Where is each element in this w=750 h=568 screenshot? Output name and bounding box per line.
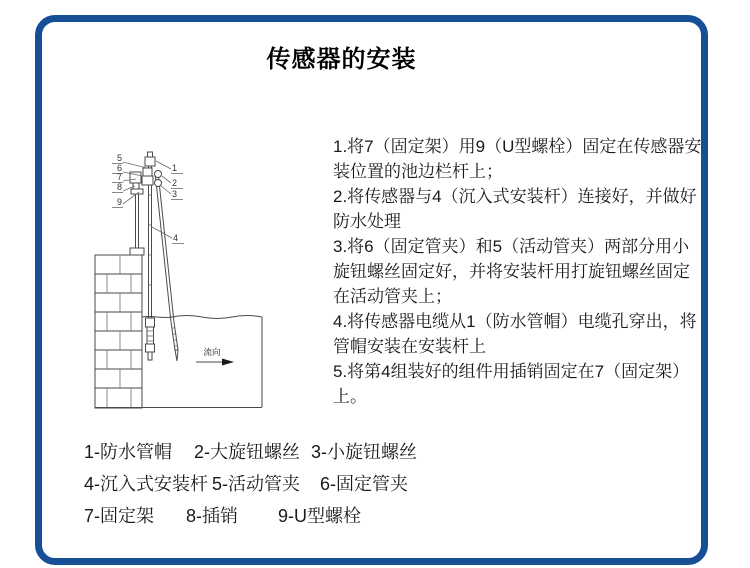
parts-legend (84, 441, 417, 537)
sensor-body (146, 318, 155, 327)
latch-pin (133, 183, 139, 189)
legend-item: 3-小旋钮螺丝 (311, 442, 418, 462)
page-title: 传感器的安装 (266, 46, 417, 73)
brick-wall (95, 255, 142, 408)
water-surface (142, 316, 262, 319)
sensor-tip (148, 352, 152, 360)
flow-label: 流向 (203, 347, 221, 357)
step-4: 4.将传感器电缆从1（防水管帽）电缆孔穿出，将管帽安装在安装杆上 (333, 312, 697, 356)
part-label-1: 1 (172, 163, 178, 173)
step-2: 2.将传感器与4（沉入式安装杆）连接好，并做好防水处理 (333, 187, 697, 231)
legend-item: 2-大旋钮螺丝 (194, 442, 301, 462)
legend-item: 6-固定管夹 (320, 474, 409, 494)
step-3: 3.将6（固定管夹）和5（活动管夹）两部分用小旋钮螺丝固定好，并将安装杆用打旋钮螺丝固定在活动管夹上； (333, 237, 690, 306)
installation-steps (333, 134, 705, 409)
part-label-8: 8 (116, 182, 122, 192)
legend-item: 4-沉入式安装杆 (84, 474, 209, 494)
step-1: 1.将7（固定架）用9（U型螺栓）固定在传感器安装位置的池边栏杆上； (333, 137, 702, 181)
cap-pin (148, 152, 153, 157)
fixed-pipe-clamp (143, 168, 152, 176)
water-basin (95, 316, 262, 408)
part-label-5: 5 (116, 153, 122, 163)
legend-item: 1-防水管帽 (84, 442, 173, 462)
large-knob-screw (155, 171, 162, 178)
waterproof-cap (145, 157, 155, 166)
movable-pipe-clamp (142, 176, 153, 185)
slanted-sensor-rod (155, 172, 178, 361)
part-label-4: 4 (173, 233, 179, 243)
part-label-6: 6 (116, 163, 122, 173)
part-label-2: 2 (172, 178, 178, 188)
legend-item: 5-活动管夹 (212, 474, 301, 494)
part-label-3: 3 (172, 189, 178, 199)
step-5: 5.将第4组装好的组件用插销固定在7（固定架）上。 (333, 362, 690, 406)
part-label-7: 7 (116, 172, 122, 182)
part-label-9: 9 (116, 197, 122, 207)
legend-item: 9-U型螺栓 (278, 506, 362, 526)
legend-row (84, 473, 417, 495)
arrowhead-icon (222, 359, 234, 366)
legend-item: 8-插销 (186, 506, 239, 526)
legend-row (84, 441, 417, 463)
legend-item: 7-固定架 (84, 506, 155, 526)
flow-arrow (196, 347, 234, 366)
legend-row (84, 505, 417, 527)
